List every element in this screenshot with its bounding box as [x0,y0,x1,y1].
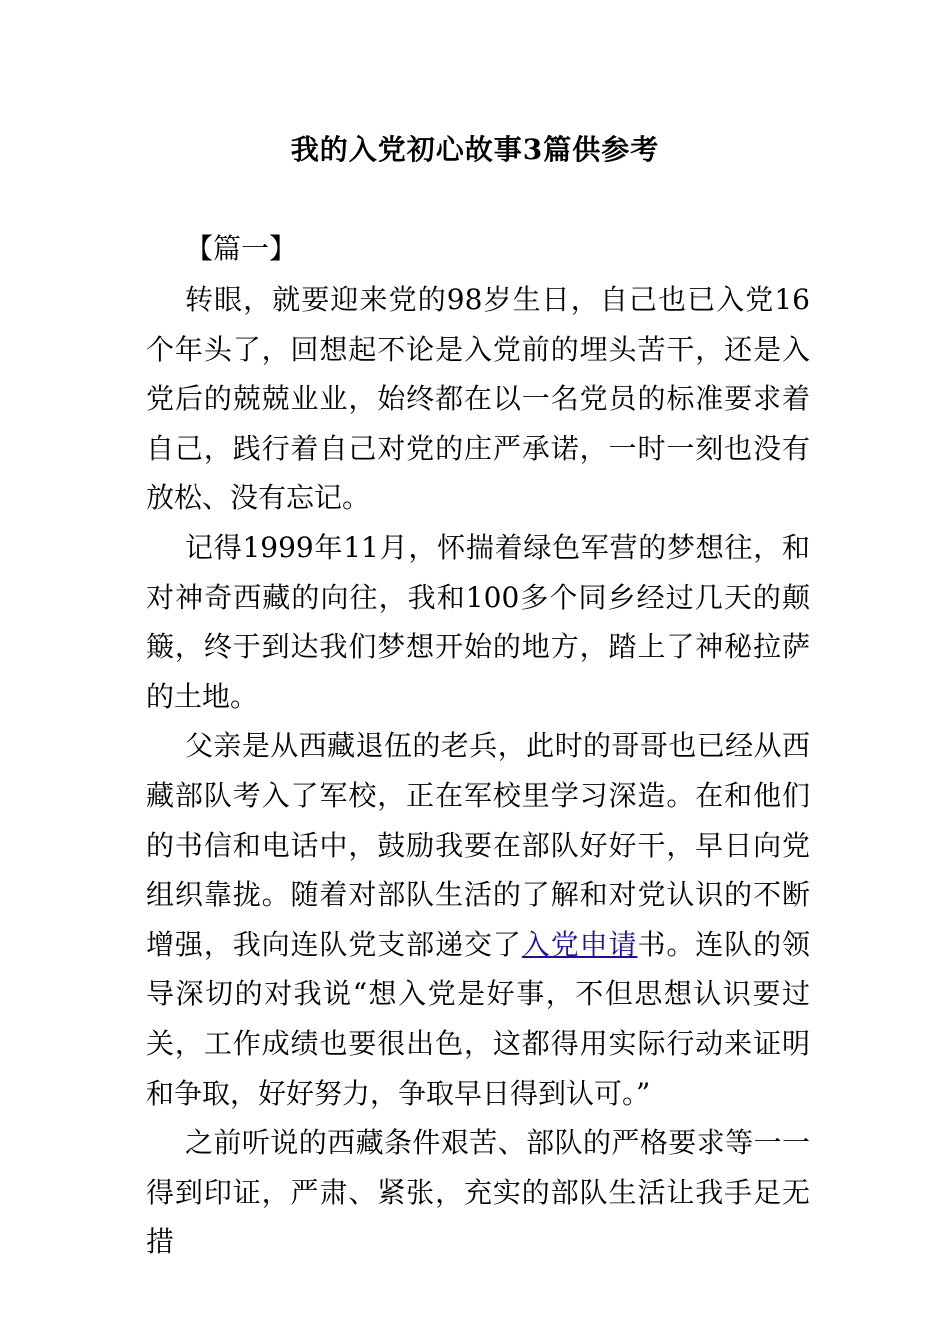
application-link[interactable]: 入党申请 [521,927,638,961]
section-label: 【篇一】 [185,232,298,265]
paragraph-3-text-before: 父亲是从西藏退伍的老兵，此时的哥哥也已经从西藏部队考入了军校，正在军校里学习深造。在和他们的书信和电话中，鼓励我要在部队好好干，早日向党组织靠拢。随着对部队生活的了解和对党认识的不断增强，我向连队党支部递交了 [146,729,810,961]
document-body [146,275,810,1267]
paragraph-3-text-after: 书。连队的领导深切的对我说“想入党是好事，不但思想认识要过关，工作成绩也要很出色，这都得用实际行动来证明和争取，好好努力，争取早日得到认可。” [146,927,810,1110]
paragraph-4: 之前听说的西藏条件艰苦、部队的严格要求等一一得到印证，严肃、紧张，充实的部队生活让我手足无措 [146,1126,810,1259]
paragraph-2: 记得1999年11月，怀揣着绿色军营的梦想往，和对神奇西藏的向往，我和100多个同乡经过几天的颠簸，终于到达我们梦想开始的地方，踏上了神秘拉萨的土地。 [146,530,810,713]
paragraph-1: 转眼，就要迎来党的98岁生日，自己也已入党16个年头了，回想起不论是入党前的埋头苦干，还是入党后的兢兢业业，始终都在以一名党员的标准要求着自己，践行着自己对党的庄严承诺，一时一刻也没有放松、没有忘记。 [146,283,810,515]
paragraph-3 [146,721,810,1118]
document-title: 我的入党初心故事3篇供参考 [290,133,660,166]
